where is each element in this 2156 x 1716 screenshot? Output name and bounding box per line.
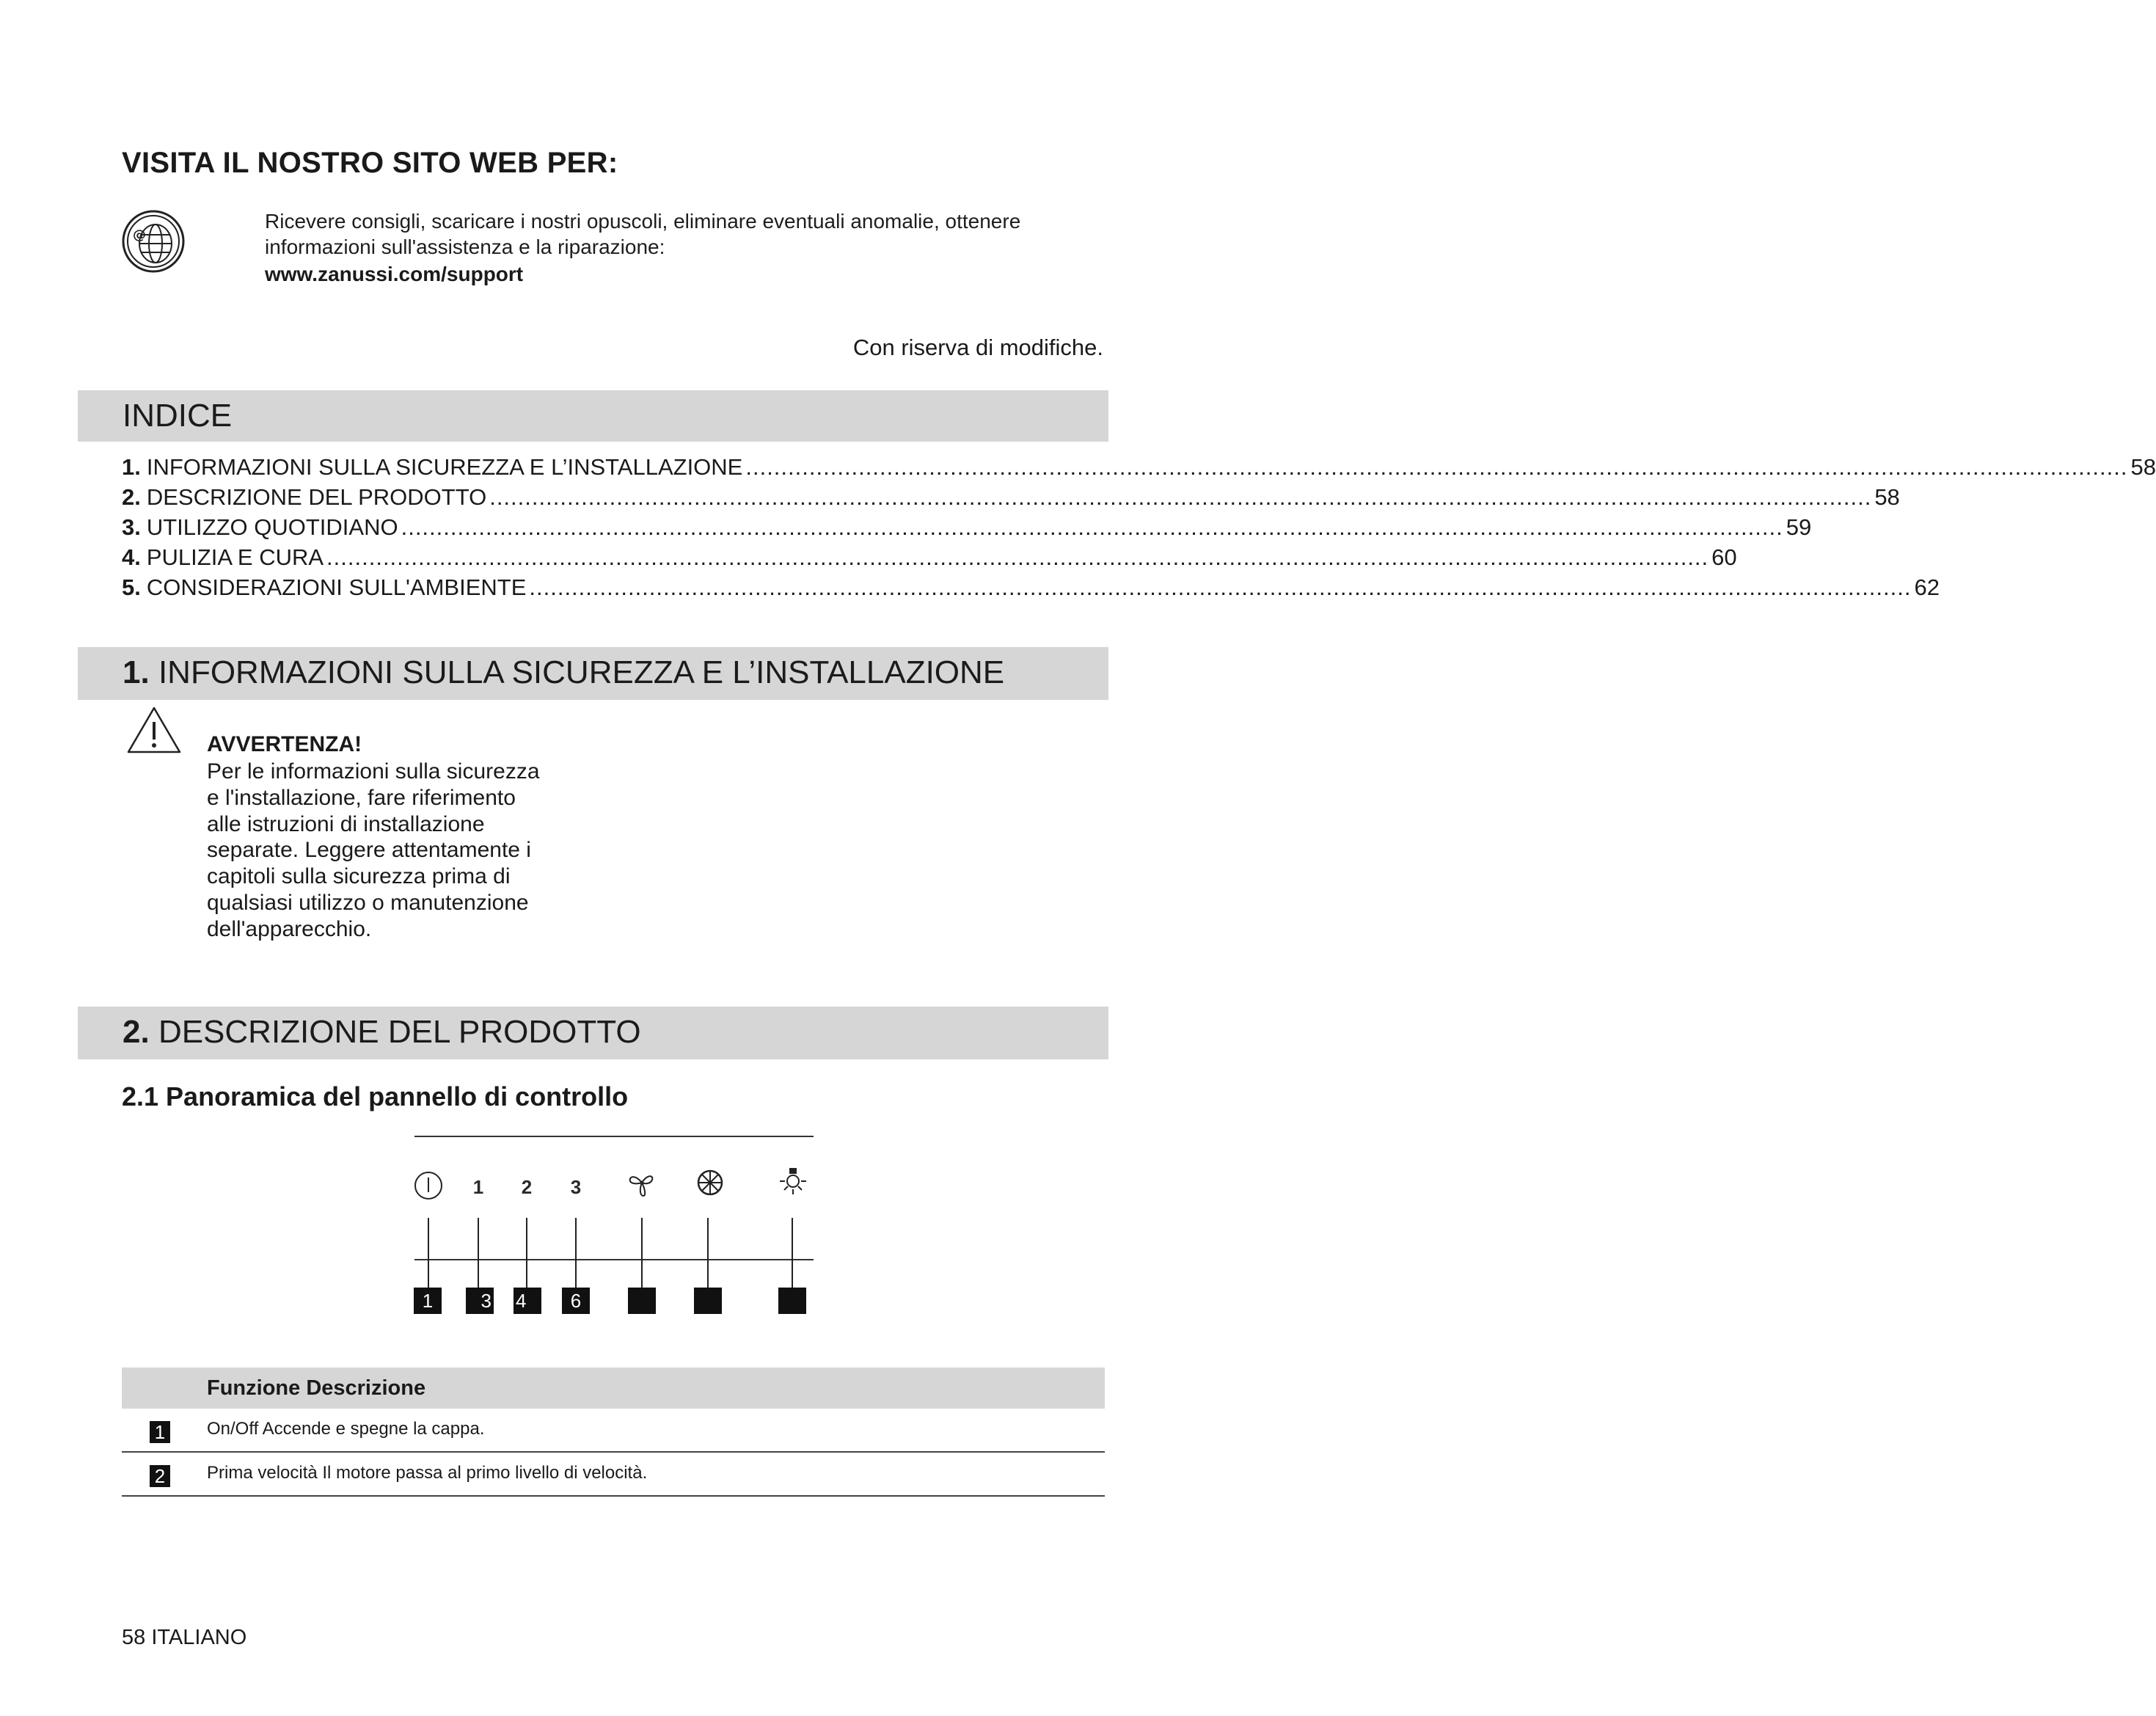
- callout-badge: [694, 1288, 722, 1314]
- toc-item[interactable]: [122, 544, 1737, 574]
- toc-page: 62: [1914, 574, 1940, 600]
- toc-title: UTILIZZO QUOTIDIANO: [146, 514, 398, 540]
- speed-2-label: 2: [521, 1176, 533, 1198]
- row-text: Prima velocità Il motore passa al primo livello di velocità.: [207, 1463, 648, 1483]
- warning-title: AVVERTENZA!: [207, 732, 362, 756]
- toc-page: 58: [2130, 454, 2156, 480]
- toc-page: 60: [1711, 544, 1737, 570]
- callout-line: [478, 1218, 479, 1288]
- callout-line: [526, 1218, 527, 1288]
- callout-line: [641, 1218, 643, 1288]
- panel-bottom-line: [414, 1259, 814, 1260]
- table-row: [122, 1453, 1105, 1497]
- toc-number: 3.: [122, 514, 141, 540]
- page-footer: 58 ITALIANO: [122, 1626, 247, 1649]
- toc-number: 4.: [122, 544, 141, 570]
- toc-leader: ....................................................................................................................................................................................................: [529, 574, 1912, 600]
- callout-3-badge: 3: [466, 1288, 494, 1314]
- row-badge: 2: [150, 1465, 170, 1487]
- subsection-heading: 2.1 Panoramica del pannello di controllo: [122, 1081, 629, 1111]
- toc-heading: INDICE: [123, 398, 233, 434]
- toc-leader: ....................................................................................................................................................................................................: [326, 544, 1709, 570]
- toc-heading-bar: [78, 390, 1108, 442]
- callout-line: [792, 1218, 793, 1288]
- toc-page: 59: [1786, 514, 1812, 540]
- visit-description: Ricevere consigli, scaricare i nostri opuscoli, eliminare eventuali anomalie, ottenere informazioni sull'assistenza e la riparazione:: [265, 210, 1021, 258]
- toc-number: 5.: [122, 574, 141, 600]
- callout-6-badge: 6: [562, 1288, 590, 1314]
- support-link[interactable]: www.zanussi.com/support: [265, 263, 524, 285]
- callout-badge: [628, 1288, 656, 1314]
- speed-1-label: 1: [472, 1176, 484, 1198]
- toc-title: DESCRIZIONE DEL PRODOTTO: [146, 484, 487, 510]
- power-icon: [412, 1169, 445, 1202]
- svg-text:@: @: [133, 227, 146, 243]
- toc-item[interactable]: [122, 454, 2156, 484]
- light-icon: [777, 1165, 809, 1200]
- warning-text: Per le informazioni sulla sicurezza e l'installazione, fare riferimento alle istruzioni di installazione separate. Leggere attentamente i capitoli sulla sicurezza prima di qualsiasi utilizzo o manutenzione dell'apparecchio.: [207, 759, 540, 941]
- callout-4-badge: 4: [514, 1288, 541, 1314]
- callout-line: [707, 1218, 709, 1288]
- table-row: [122, 1409, 1105, 1453]
- section-1-title: INFORMAZIONI SULLA SICUREZZA E L’INSTALLAZIONE: [158, 654, 1005, 690]
- toc-leader: ....................................................................................................................................................................................................: [745, 454, 2128, 480]
- callout-badge: [778, 1288, 806, 1314]
- toc-number: 2.: [122, 484, 141, 510]
- toc-item[interactable]: [122, 514, 1812, 544]
- toc-item[interactable]: [122, 574, 1940, 605]
- disclaimer: Con riserva di modifiche.: [852, 335, 1103, 360]
- fan-icon: [627, 1168, 657, 1199]
- grease-filter-icon: [695, 1168, 725, 1197]
- warning-icon: [126, 706, 182, 754]
- callout-1-badge: 1: [414, 1288, 442, 1314]
- table-header: [122, 1368, 1105, 1409]
- section-2-number: 2.: [123, 1014, 150, 1050]
- callout-line: [428, 1218, 429, 1288]
- table-header-label: Funzione Descrizione: [207, 1376, 426, 1400]
- section-1-bar: [78, 647, 1108, 700]
- callout-line: [575, 1218, 577, 1288]
- toc-title: PULIZIA E CURA: [146, 544, 324, 570]
- toc-title: INFORMAZIONI SULLA SICUREZZA E L’INSTALLAZIONE: [146, 454, 743, 480]
- toc-leader: ....................................................................................................................................................................................................: [489, 484, 1872, 510]
- section-2-title: DESCRIZIONE DEL PRODOTTO: [158, 1014, 641, 1050]
- row-badge: 1: [150, 1421, 170, 1443]
- visit-heading: VISITA IL NOSTRO SITO WEB PER:: [122, 147, 618, 179]
- section-1-number: 1.: [123, 654, 150, 690]
- toc-page: 58: [1874, 484, 1900, 510]
- row-text: On/Off Accende e spegne la cappa.: [207, 1419, 485, 1439]
- toc-title: CONSIDERAZIONI SULL'AMBIENTE: [146, 574, 527, 600]
- toc-leader: ....................................................................................................................................................................................................: [401, 514, 1783, 540]
- globe-icon: [120, 208, 186, 274]
- panel-top-line: [414, 1136, 814, 1137]
- section-2-bar: [78, 1007, 1108, 1059]
- speed-3-label: 3: [570, 1176, 582, 1198]
- toc-item[interactable]: [122, 484, 1900, 514]
- toc-number: 1.: [122, 454, 141, 480]
